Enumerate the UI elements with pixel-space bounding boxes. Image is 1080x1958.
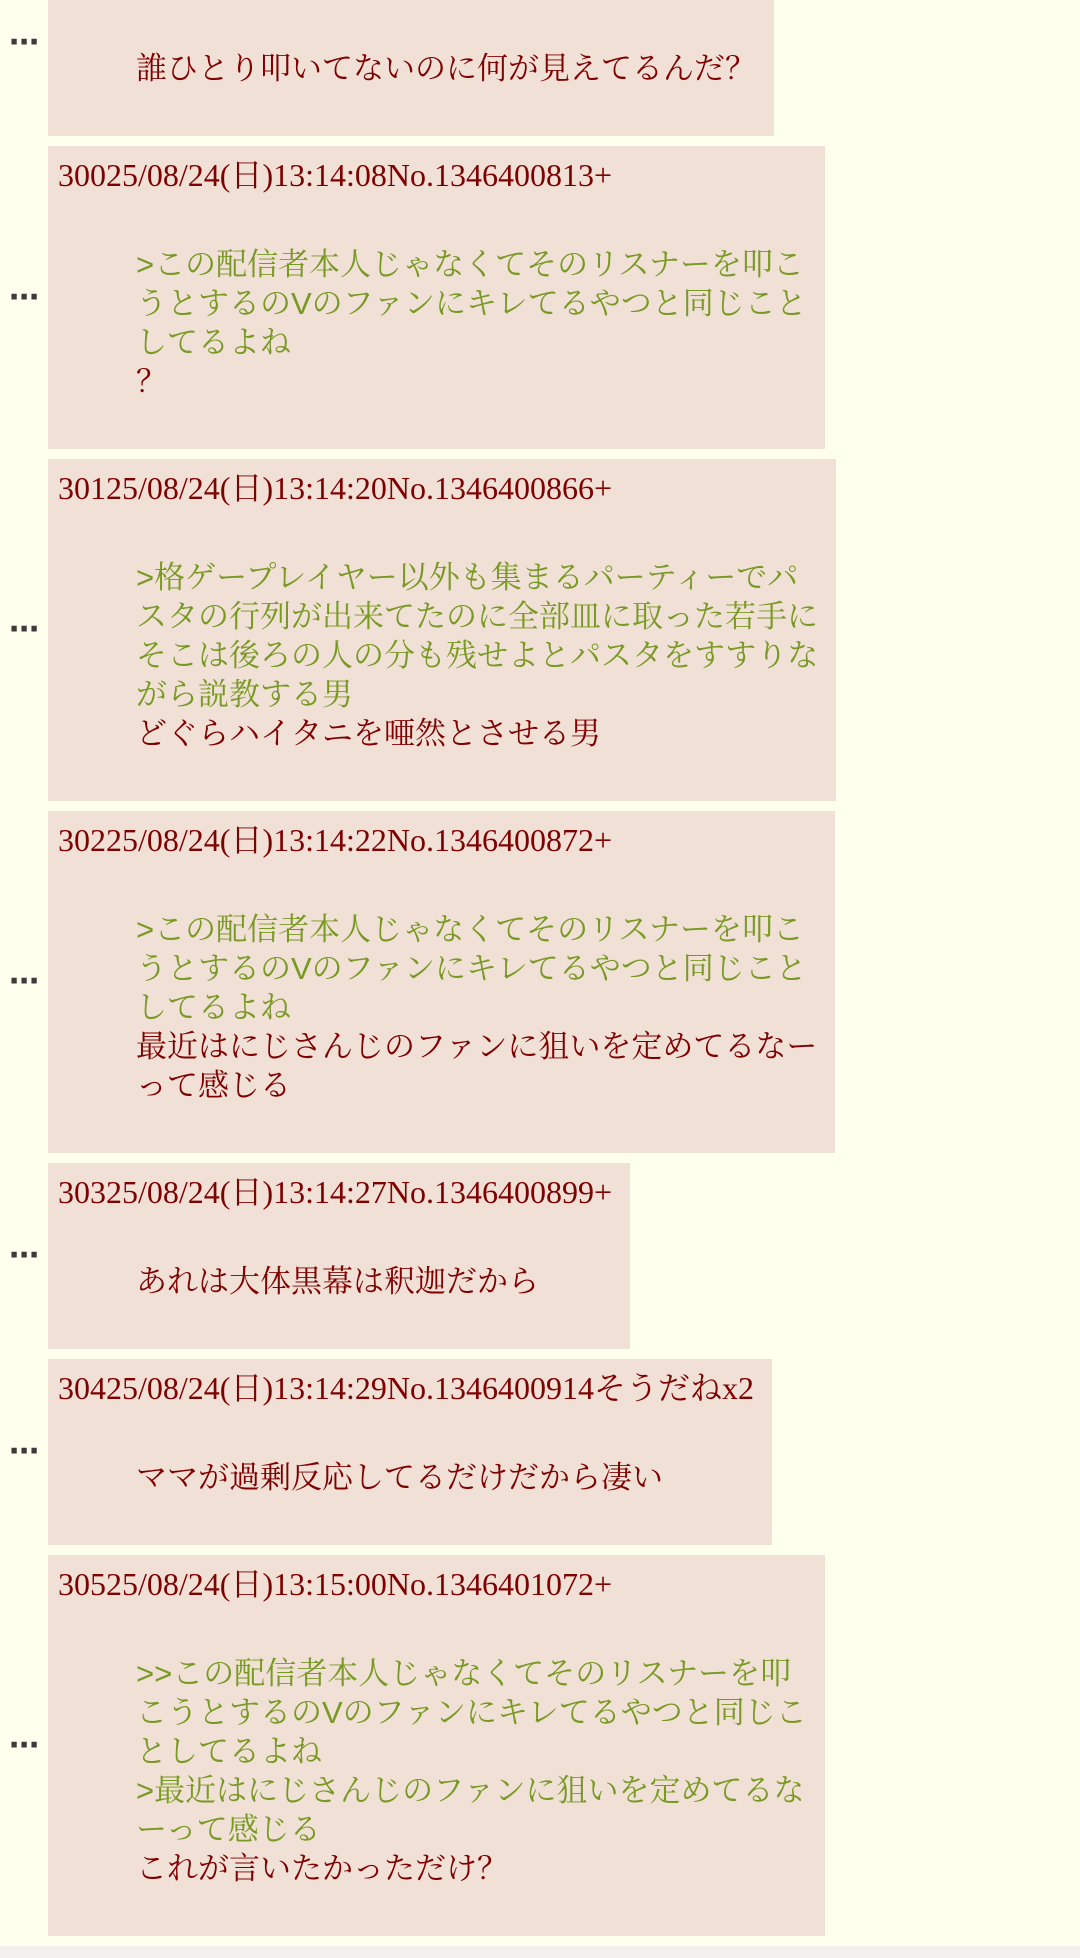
- post-menu-ellipsis-icon[interactable]: ⋯: [9, 1435, 39, 1468]
- quote-line: がら説教する男: [136, 677, 353, 712]
- post-row: [0, 811, 1080, 1153]
- text-line: ？: [136, 364, 167, 399]
- post-body: [136, 245, 807, 401]
- quote-line: >この配信者本人じゃなくてそのリスナーを叩こ: [136, 912, 804, 947]
- post-body: [136, 1262, 612, 1301]
- text-line: 最近はにじさんじのファンに狙いを定めてるなー: [136, 1029, 818, 1064]
- post-row: [0, 1359, 1080, 1545]
- post-body: [136, 1458, 754, 1497]
- quote-line: >最近はにじさんじのファンに狙いを定めてるな: [136, 1773, 805, 1808]
- quote-line: >格ゲープレイヤー以外も集まるパーティーでパ: [136, 560, 799, 595]
- post-row: [0, 0, 1080, 136]
- quote-line: ーって感じる: [136, 1812, 321, 1847]
- quote-line: としてるよね: [136, 1734, 322, 1769]
- post-row: [0, 146, 1080, 449]
- text-line: どぐらハイタニを唖然とさせる男: [136, 716, 601, 751]
- post-header: [58, 1565, 807, 1604]
- post: [48, 1163, 630, 1349]
- post-header: [58, 1173, 612, 1212]
- post: [48, 459, 836, 801]
- post: [48, 1555, 825, 1936]
- post-index: 303: [58, 1174, 106, 1210]
- quote-line: スタの行列が出来てたのに全部皿に取った若手に: [136, 599, 818, 634]
- post: [48, 0, 774, 136]
- quote-line: してるよね: [136, 325, 291, 360]
- post-no-link[interactable]: No.1346400866: [386, 470, 594, 506]
- sodane-button[interactable]: +: [594, 1174, 613, 1210]
- post-body: [136, 558, 818, 753]
- post-menu-ellipsis-icon[interactable]: ⋯: [9, 26, 39, 59]
- quote-line: >>この配信者本人じゃなくてそのリスナーを叩: [136, 1656, 791, 1691]
- post-menu-column: [0, 280, 48, 314]
- bottom-bar: [0, 1946, 1080, 1958]
- post-menu-ellipsis-icon[interactable]: ⋯: [9, 1728, 39, 1762]
- post-body: [136, 910, 817, 1105]
- post-menu-ellipsis-icon[interactable]: ⋯: [9, 613, 39, 646]
- post-menu-ellipsis-icon[interactable]: ⋯: [9, 1239, 39, 1272]
- post-index: 304: [58, 1370, 106, 1406]
- post-menu-column: [0, 28, 48, 58]
- quote-line: してるよね: [136, 990, 291, 1025]
- sodane-button[interactable]: +: [594, 822, 613, 858]
- quote-line: うとするのVのファンにキレてるやつと同じこと: [136, 951, 807, 986]
- post-datetime: 25/08/24(日)13:14:22: [106, 822, 387, 858]
- post-datetime: 25/08/24(日)13:15:00: [106, 1566, 387, 1602]
- post-menu-ellipsis-icon[interactable]: ⋯: [9, 280, 39, 314]
- quote-line: >この配信者本人じゃなくてそのリスナーを叩こ: [136, 247, 804, 282]
- post-header: [58, 821, 817, 860]
- post-row: [0, 459, 1080, 801]
- post-row: [0, 1163, 1080, 1349]
- post-header: [58, 469, 818, 508]
- sodane-button[interactable]: +: [594, 157, 613, 193]
- post: [48, 146, 825, 449]
- post: [48, 811, 835, 1153]
- post-row: [0, 1555, 1080, 1936]
- post-menu-column: [0, 1241, 48, 1271]
- post-index: 305: [58, 1566, 106, 1602]
- sodane-button[interactable]: +: [594, 1566, 613, 1602]
- quote-line: こうとするのVのファンにキレてるやつと同じこ: [136, 1695, 807, 1730]
- text-line: 誰ひとり叩いてないのに何が見えてるんだ？: [136, 51, 756, 86]
- post-header: [58, 1369, 754, 1408]
- text-line: これが言いたかっただけ？: [136, 1851, 508, 1886]
- post-menu-ellipsis-icon[interactable]: ⋯: [9, 965, 39, 998]
- sodane-button[interactable]: そうだねx2: [594, 1370, 755, 1406]
- post-header: [58, 156, 807, 195]
- post-index: 302: [58, 822, 106, 858]
- post-body: [136, 49, 756, 88]
- post-no-link[interactable]: No.1346401072: [386, 1566, 594, 1602]
- post-datetime: 25/08/24(日)13:14:08: [106, 157, 387, 193]
- post-index: 301: [58, 470, 106, 506]
- post-no-link[interactable]: No.1346400899: [386, 1174, 594, 1210]
- post-menu-column: [0, 1437, 48, 1467]
- sodane-button[interactable]: +: [594, 470, 613, 506]
- text-line: あれは大体黒幕は釈迦だから: [136, 1264, 539, 1299]
- post-menu-column: [0, 1728, 48, 1762]
- post-menu-column: [0, 967, 48, 997]
- post-menu-column: [0, 615, 48, 645]
- post-body: [136, 1654, 807, 1888]
- post: [48, 1359, 772, 1545]
- post-no-link[interactable]: No.1346400813: [386, 157, 594, 193]
- post-datetime: 25/08/24(日)13:14:27: [106, 1174, 387, 1210]
- post-no-link[interactable]: No.1346400872: [386, 822, 594, 858]
- post-datetime: 25/08/24(日)13:14:20: [106, 470, 387, 506]
- post-datetime: 25/08/24(日)13:14:29: [106, 1370, 387, 1406]
- text-line: って感じる: [136, 1068, 291, 1103]
- post-no-link[interactable]: No.1346400914: [386, 1370, 594, 1406]
- post-index: 300: [58, 157, 106, 193]
- quote-line: うとするのVのファンにキレてるやつと同じこと: [136, 286, 807, 321]
- text-line: ママが過剰反応してるだけだから凄い: [136, 1460, 663, 1495]
- quote-line: そこは後ろの人の分も残せよとパスタをすすりな: [136, 638, 819, 673]
